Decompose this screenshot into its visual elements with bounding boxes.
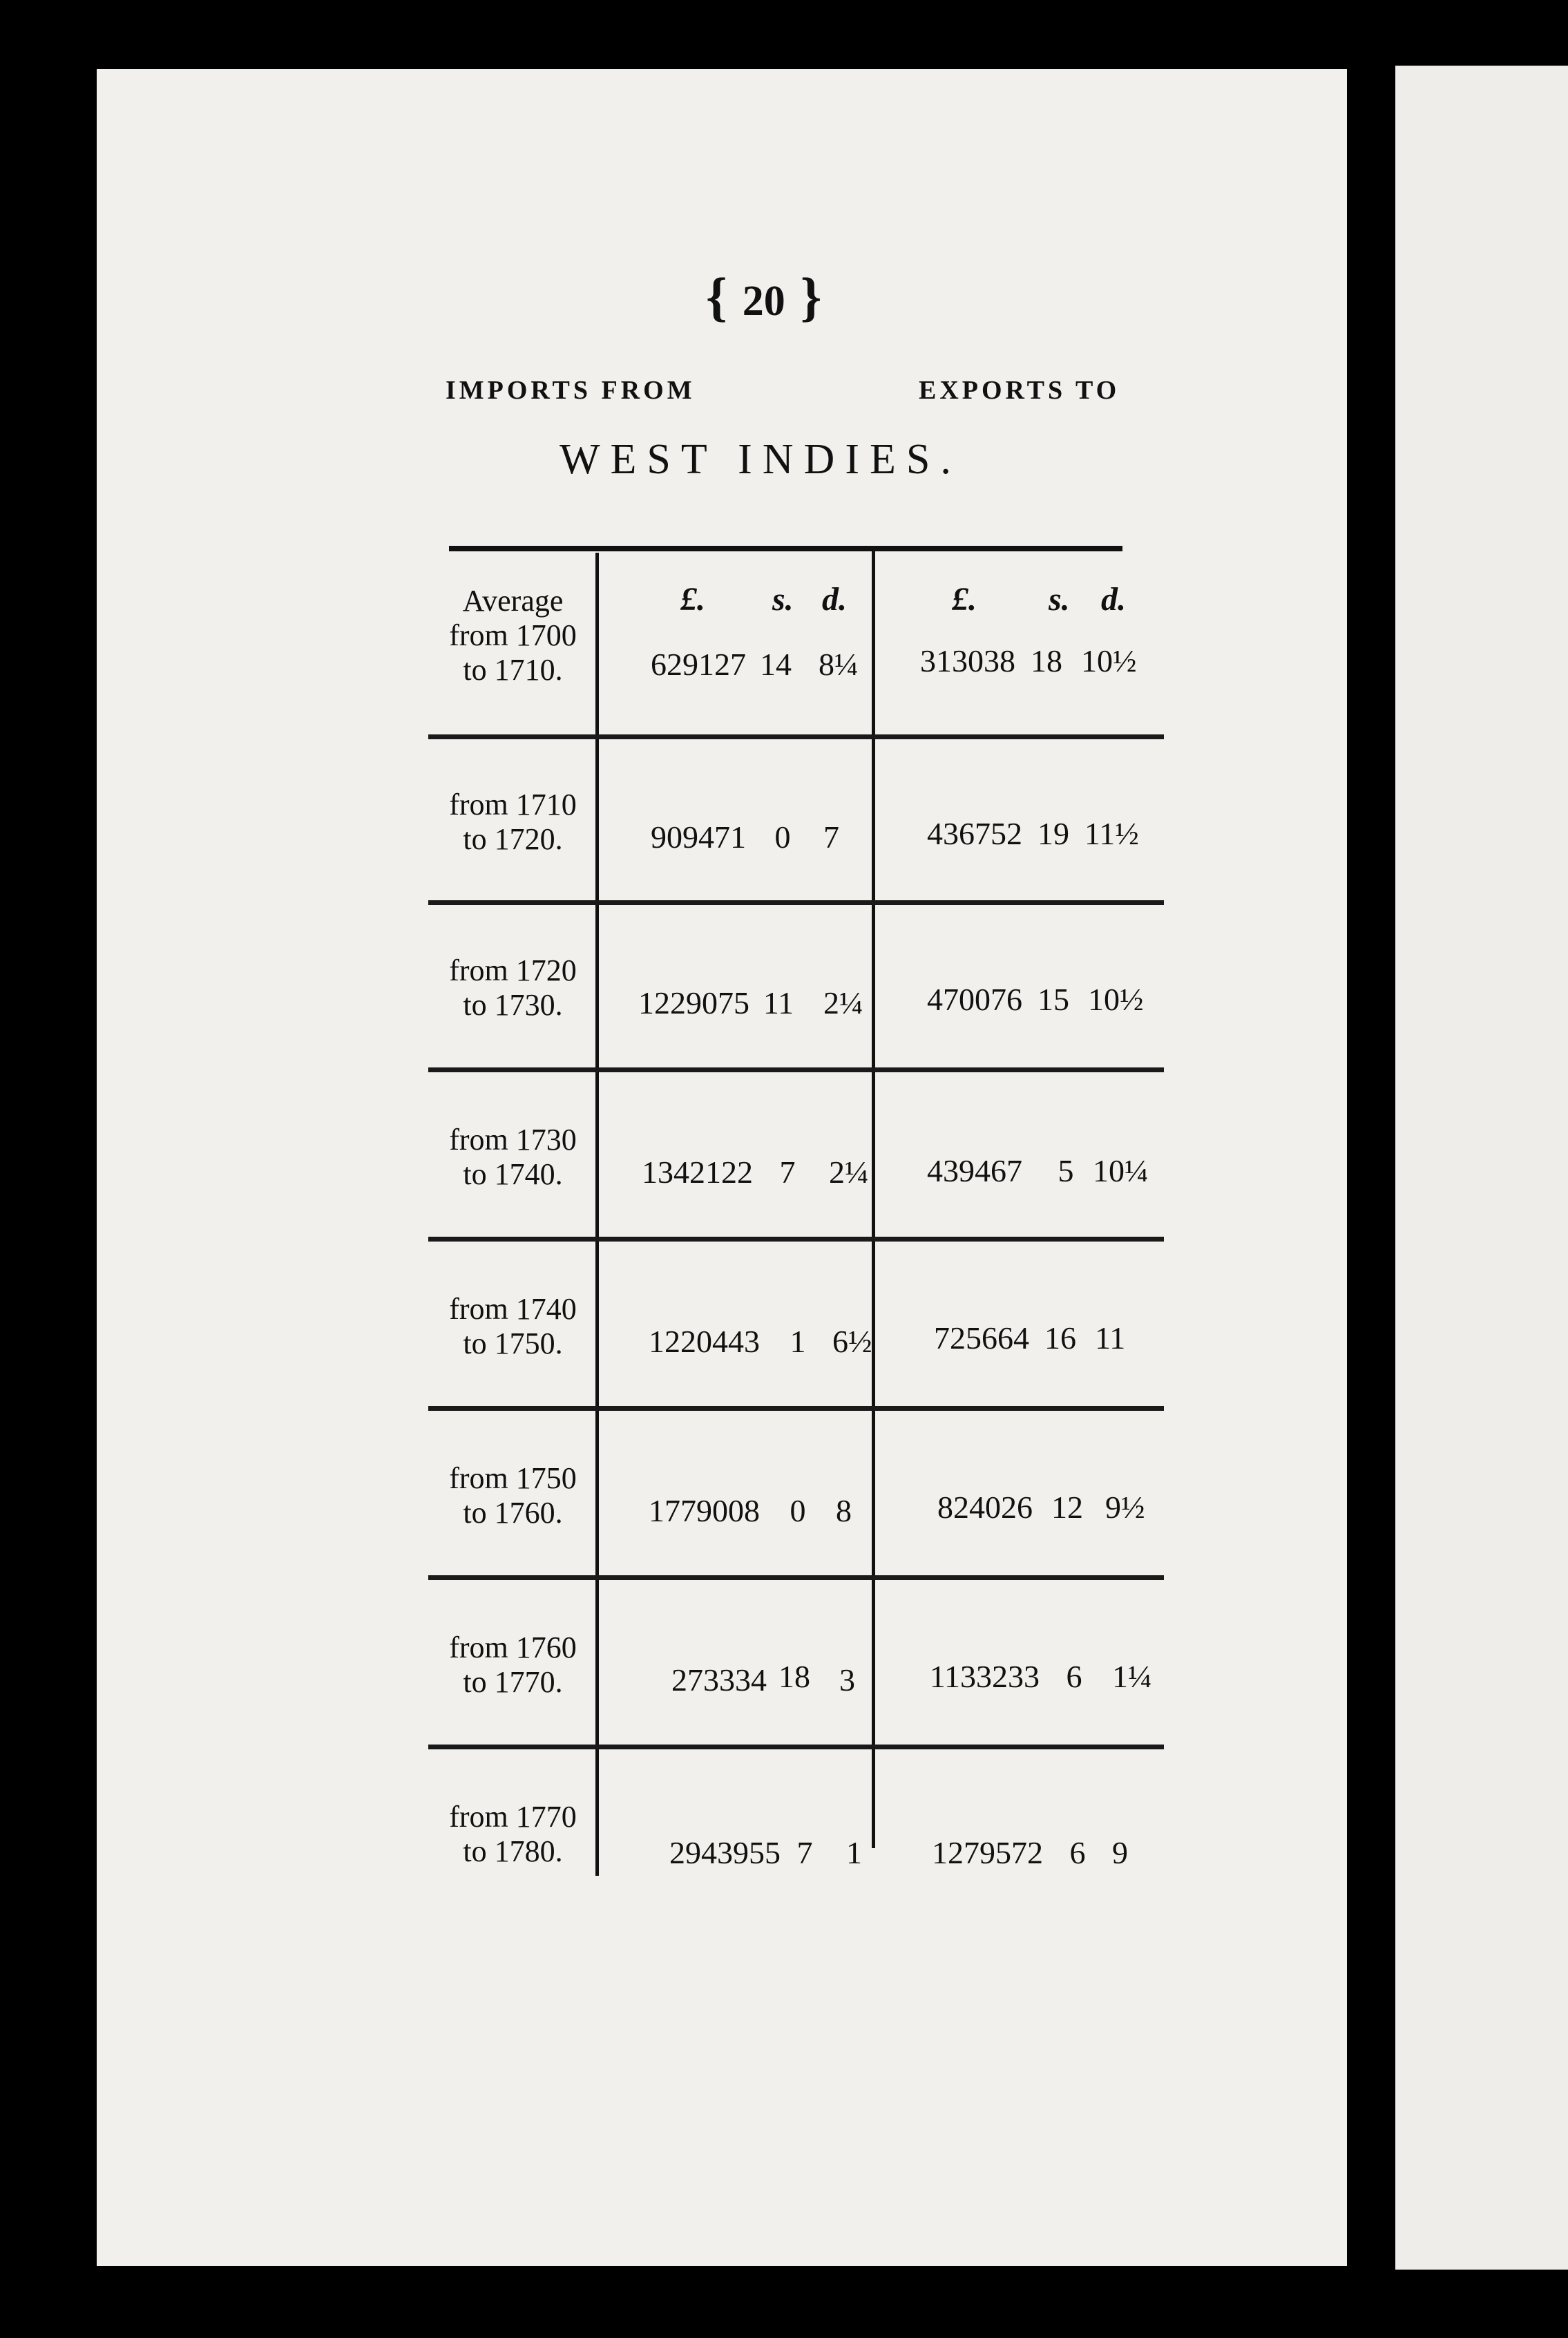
row-label: [428, 1292, 597, 1361]
book-gutter: [1347, 69, 1395, 2266]
imports-shillings-cell: 0: [790, 1493, 806, 1528]
imports-pounds-cell: 1229075: [638, 985, 749, 1020]
imports-pounds-cell: 629127: [651, 647, 746, 682]
right-brace: }: [800, 267, 822, 327]
header-exports: EXPORTS TO: [919, 376, 1120, 405]
row-label-line: from 1730: [449, 1123, 577, 1157]
row-label-line: to 1750.: [463, 1327, 563, 1360]
imports-pounds-cell: 273334: [671, 1662, 767, 1698]
exports-shillings-header: s.: [1049, 581, 1070, 618]
imports-shillings-cell: 14: [760, 647, 792, 682]
imports-pounds-cell: 1779008: [649, 1493, 760, 1528]
imports-shillings-cell: 0: [774, 819, 791, 855]
exports-pence-cell: 9½: [1105, 1490, 1145, 1525]
exports-pence-cell: 11: [1095, 1320, 1126, 1356]
imports-pounds-cell: 2943955: [669, 1835, 781, 1870]
exports-pounds-cell: 824026: [937, 1490, 1033, 1525]
row-label-line: from 1720: [449, 953, 577, 987]
exports-pence-cell: 9: [1112, 1835, 1128, 1870]
row-label-line: to 1710.: [463, 653, 563, 687]
row-label-line: from 1750: [449, 1461, 577, 1495]
row-label-line: to 1730.: [463, 988, 563, 1022]
exports-shillings-cell: 6: [1066, 1659, 1082, 1694]
imports-pence-cell: 7: [823, 819, 839, 855]
column-divider-right: [872, 549, 875, 1848]
row-label: [428, 953, 597, 1023]
exports-shillings-cell: 18: [1031, 643, 1062, 678]
row-label-line: from 1700: [449, 618, 577, 652]
exports-pence-header: d.: [1101, 581, 1126, 618]
row-label-line: from 1760: [449, 1631, 577, 1664]
row-label-line: from 1740: [449, 1292, 577, 1326]
row-label: [428, 1800, 597, 1869]
imports-pounds-cell: 1342122: [642, 1154, 753, 1190]
imports-pence-cell: 2¼: [823, 985, 863, 1020]
imports-pence-cell: 8: [836, 1493, 852, 1528]
row-label: [428, 1123, 597, 1192]
region-title: WEST INDIES.: [560, 436, 962, 483]
row-label: [428, 788, 597, 857]
exports-pence-cell: 10½: [1088, 982, 1144, 1017]
exports-shillings-cell: 6: [1069, 1835, 1086, 1870]
row-divider: [428, 1745, 1164, 1749]
exports-shillings-cell: 15: [1038, 982, 1069, 1017]
imports-pounds-header: £.: [680, 581, 705, 618]
exports-pounds-cell: 725664: [934, 1320, 1029, 1356]
exports-pounds-cell: 470076: [927, 982, 1022, 1017]
row-divider: [428, 900, 1164, 905]
row-label-line: from 1710: [449, 788, 577, 821]
row-label-line: to 1780.: [463, 1834, 563, 1868]
row-label-line: to 1740.: [463, 1157, 563, 1191]
row-label-line: to 1770.: [463, 1665, 563, 1699]
imports-pence-cell: 6½: [832, 1324, 872, 1359]
page-number-value: 20: [742, 278, 785, 325]
row-divider: [428, 1237, 1164, 1242]
exports-shillings-cell: 16: [1044, 1320, 1076, 1356]
header-imports: IMPORTS FROM: [446, 376, 696, 405]
row-label-line: Average: [462, 584, 564, 618]
row-label-line: to 1760.: [463, 1496, 563, 1530]
imports-pence-cell: 3: [839, 1662, 855, 1698]
row-label: [428, 1461, 597, 1530]
imports-shillings-cell: 18: [778, 1659, 810, 1694]
row-label: [428, 1631, 597, 1700]
row-divider: [428, 1067, 1164, 1072]
page-number: [691, 266, 837, 328]
imports-pounds-cell: 909471: [651, 819, 746, 855]
exports-shillings-cell: 5: [1058, 1153, 1074, 1188]
row-divider: [428, 734, 1164, 739]
imports-shillings-cell: 7: [796, 1835, 813, 1870]
imports-shillings-cell: 7: [779, 1154, 796, 1190]
exports-pence-cell: 10¼: [1093, 1153, 1149, 1188]
imports-shillings-cell: 11: [763, 985, 794, 1020]
imports-pounds-cell: 1220443: [649, 1324, 760, 1359]
row-label-line: from 1770: [449, 1800, 577, 1834]
adjacent-page-edge: [1395, 66, 1568, 2270]
table-top-rule: [449, 546, 1122, 551]
row-divider: [428, 1406, 1164, 1411]
exports-pounds-cell: 439467: [927, 1153, 1022, 1188]
exports-pounds-cell: 313038: [920, 643, 1015, 678]
exports-pence-cell: 10½: [1081, 643, 1137, 678]
exports-pounds-cell: 1133233: [929, 1659, 1040, 1694]
exports-shillings-cell: 19: [1038, 816, 1069, 851]
left-brace: {: [706, 267, 727, 327]
exports-pounds-header: £.: [952, 581, 977, 618]
imports-pence-cell: 8¼: [819, 647, 859, 682]
exports-pence-cell: 11½: [1084, 816, 1139, 851]
row-divider: [428, 1575, 1164, 1580]
exports-pounds-cell: 436752: [927, 816, 1022, 851]
exports-shillings-cell: 12: [1051, 1490, 1083, 1525]
exports-pounds-cell: 1279572: [932, 1835, 1043, 1870]
imports-shillings-cell: 1: [790, 1324, 806, 1359]
row-label: [428, 584, 597, 687]
imports-pence-header: d.: [822, 581, 847, 618]
imports-shillings-header: s.: [772, 581, 794, 618]
exports-pence-cell: 1¼: [1112, 1659, 1152, 1694]
imports-pence-cell: 1: [846, 1835, 862, 1870]
row-label-line: to 1720.: [463, 822, 563, 856]
imports-pence-cell: 2¼: [829, 1154, 869, 1190]
